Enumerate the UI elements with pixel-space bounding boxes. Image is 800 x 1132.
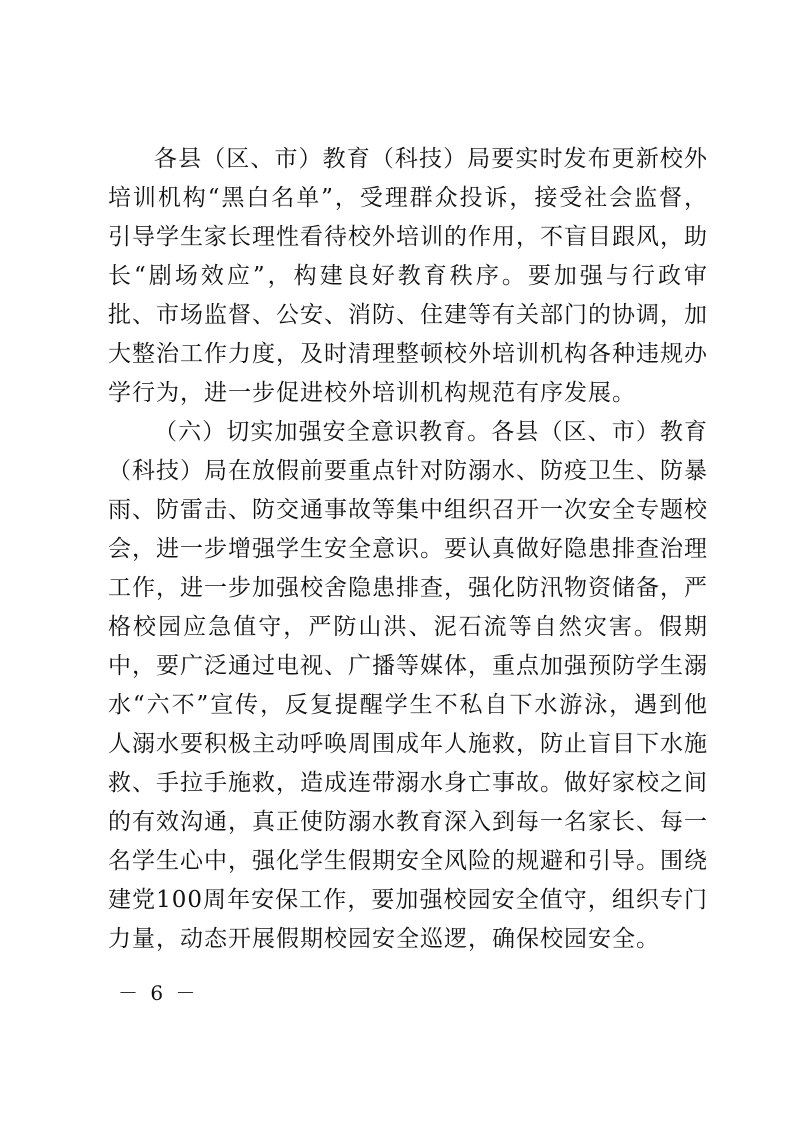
paragraph-safety-education (108, 413, 708, 959)
paragraph-text: 各县（区、市）教育（科技）局要实时发布更新校外培训机构“黑白名单”，受理群众投诉，接受社会监督，引导学生家长理性看待校外培训的作用，不盲目跟风，助长“剧场效应”，构建良好教育秩序。要加强与行政审批、市场监督、公安、消防、住建等有关部门的协调，加大整治工作力度，及时清理整顿校外培训机构各种违规办学行为，进一步促进校外培训机构规范有序发展。 (108, 146, 708, 406)
paragraph-training-institutions (108, 140, 708, 413)
document-body (108, 140, 708, 959)
section-heading: （六）切实加强安全意识教育。 (154, 419, 492, 445)
paragraph-text: 各县（区、市）教育（科技）局在放假前要重点针对防溺水、防疫卫生、防暴雨、防雷击、防交通事故等集中组织召开一次安全专题校会，进一步增强学生安全意识。要认真做好隐患排查治理工作，进一步加强校舍隐患排查，强化防汛物资储备，严格校园应急值守，严防山洪、泥石流等自然灾害。假期中，要广泛通过电视、广播等媒体，重点加强预防学生溺水“六不”宣传，反复提醒学生不私自下水游泳，遇到他人溺水要积极主动呼唤周围成年人施救，防止盲目下水施救、手拉手施救，造成连带溺水身亡事故。做好家校之间的有效沟通，真正使防溺水教育深入到每一名家长、每一名学生心中，强化学生假期安全风险的规避和引导。围绕建党100周年安保工作，要加强校园安全值守，组织专门力量，动态开展假期校园安全巡逻，确保校园安全。 (108, 419, 709, 952)
page-number: － 6 － (118, 981, 199, 1005)
